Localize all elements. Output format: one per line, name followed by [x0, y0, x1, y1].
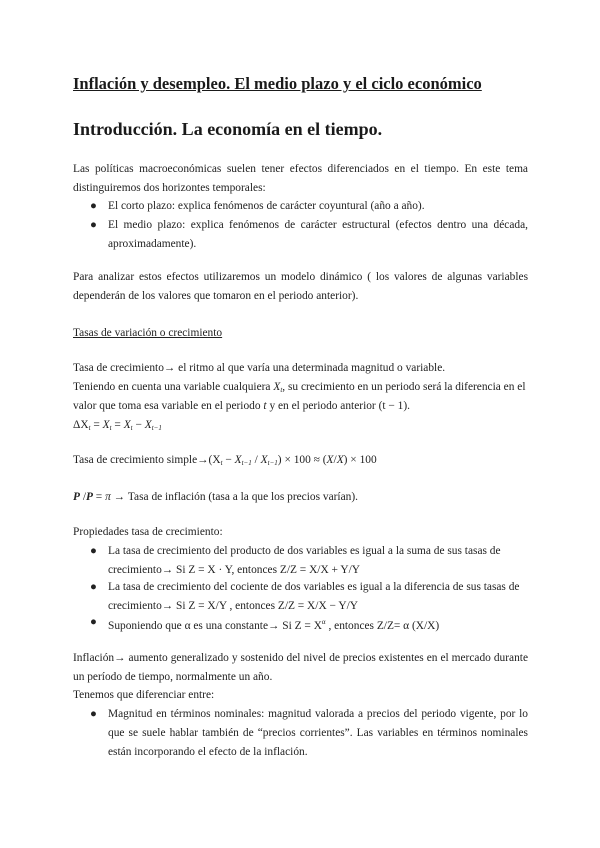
growth-variable-line-1: Teniendo en cuenta una variable cualquiera $X_t$, su crecimiento en un periodo será la diferencia en el [73, 381, 526, 394]
list-item: ● Suponiendo que α es una constante→ Si $Z = X^\alpha$ , entonces Z/Z= α (X/X) [90, 613, 528, 636]
growth-definition: Tasa de crecimiento→ el ritmo al que varía una determinada magnitud o variable. [73, 362, 446, 374]
page-title: Inflación y desempleo. El medio plazo y el ciclo económico [73, 74, 482, 93]
list-item: ● El medio plazo: explica fenómenos de carácter estructural (efectos dentro una década, aproximadamente). [90, 216, 528, 254]
list-item: ● Magnitud en términos nominales: magnitud valorada a precios del periodo vigente, por lo que se suele hablar también de “precios corrientes”. Las variables en términos nominales están incorporando el efecto de la inflación. [90, 705, 528, 762]
delta-formula: $\Delta X_t = X_t = X_t - X_{t-1}$ [73, 419, 162, 432]
differentiate-line: Tenemos que diferenciar entre: [73, 689, 215, 701]
subheading: Tasas de variación o crecimiento [73, 327, 223, 339]
bullet-icon: ● [90, 219, 97, 231]
simple-rate-formula: Tasa de crecimiento $simple\to(X_t - X_{t-1} / X_{t-1}) \times 100 \approx (X/X) \times 100$ [73, 454, 377, 467]
bullet-icon: ● [90, 581, 97, 593]
list-item: ● La tasa de crecimiento del producto de dos variables es igual a la suma de sus tasas de crecimiento→ Si Z = X · Y, entonces Z/Z = X/X + Y/Y [90, 542, 528, 580]
bullet-icon: ● [90, 616, 97, 628]
intro-paragraph: Las políticas macroeconómicas suelen tener efectos diferenciados en el tiempo. En este tema distinguiremos dos horizontes temporales: [73, 163, 528, 194]
bullet-icon: ● [90, 200, 97, 212]
inflation-rate-formula: P /P = π → Tasa de inflación (tasa a la que los precios varían). [73, 491, 358, 503]
inflation-definition: Inflación→ aumento generalizado y sostenido del nivel de precios existentes en el mercado durante un período de tiempo, normalmente un año. [73, 652, 528, 683]
dynamic-model-paragraph: Para analizar estos efectos utilizaremos un modelo dinámico ( los valores de algunas variables dependerán de los valores que tomaron en el periodo anterior). [73, 271, 528, 302]
properties-title: Propiedades tasa de crecimiento: [73, 526, 223, 538]
bullet-icon: ● [90, 708, 97, 720]
bullet-icon: ● [90, 545, 97, 557]
section-heading: Introducción. La economía en el tiempo. [73, 119, 383, 139]
list-item: ● El corto plazo: explica fenómenos de carácter coyuntural (año a año). [90, 197, 528, 216]
growth-variable-line-2: valor que toma esa variable en el periodo t y en el periodo anterior (t − 1). [73, 400, 411, 412]
list-item: ● La tasa de crecimiento del cociente de dos variables es igual a la diferencia de sus tasas de crecimiento→ Si Z = X/Y , entonces Z/Z = X/X − Y/Y [90, 578, 528, 616]
